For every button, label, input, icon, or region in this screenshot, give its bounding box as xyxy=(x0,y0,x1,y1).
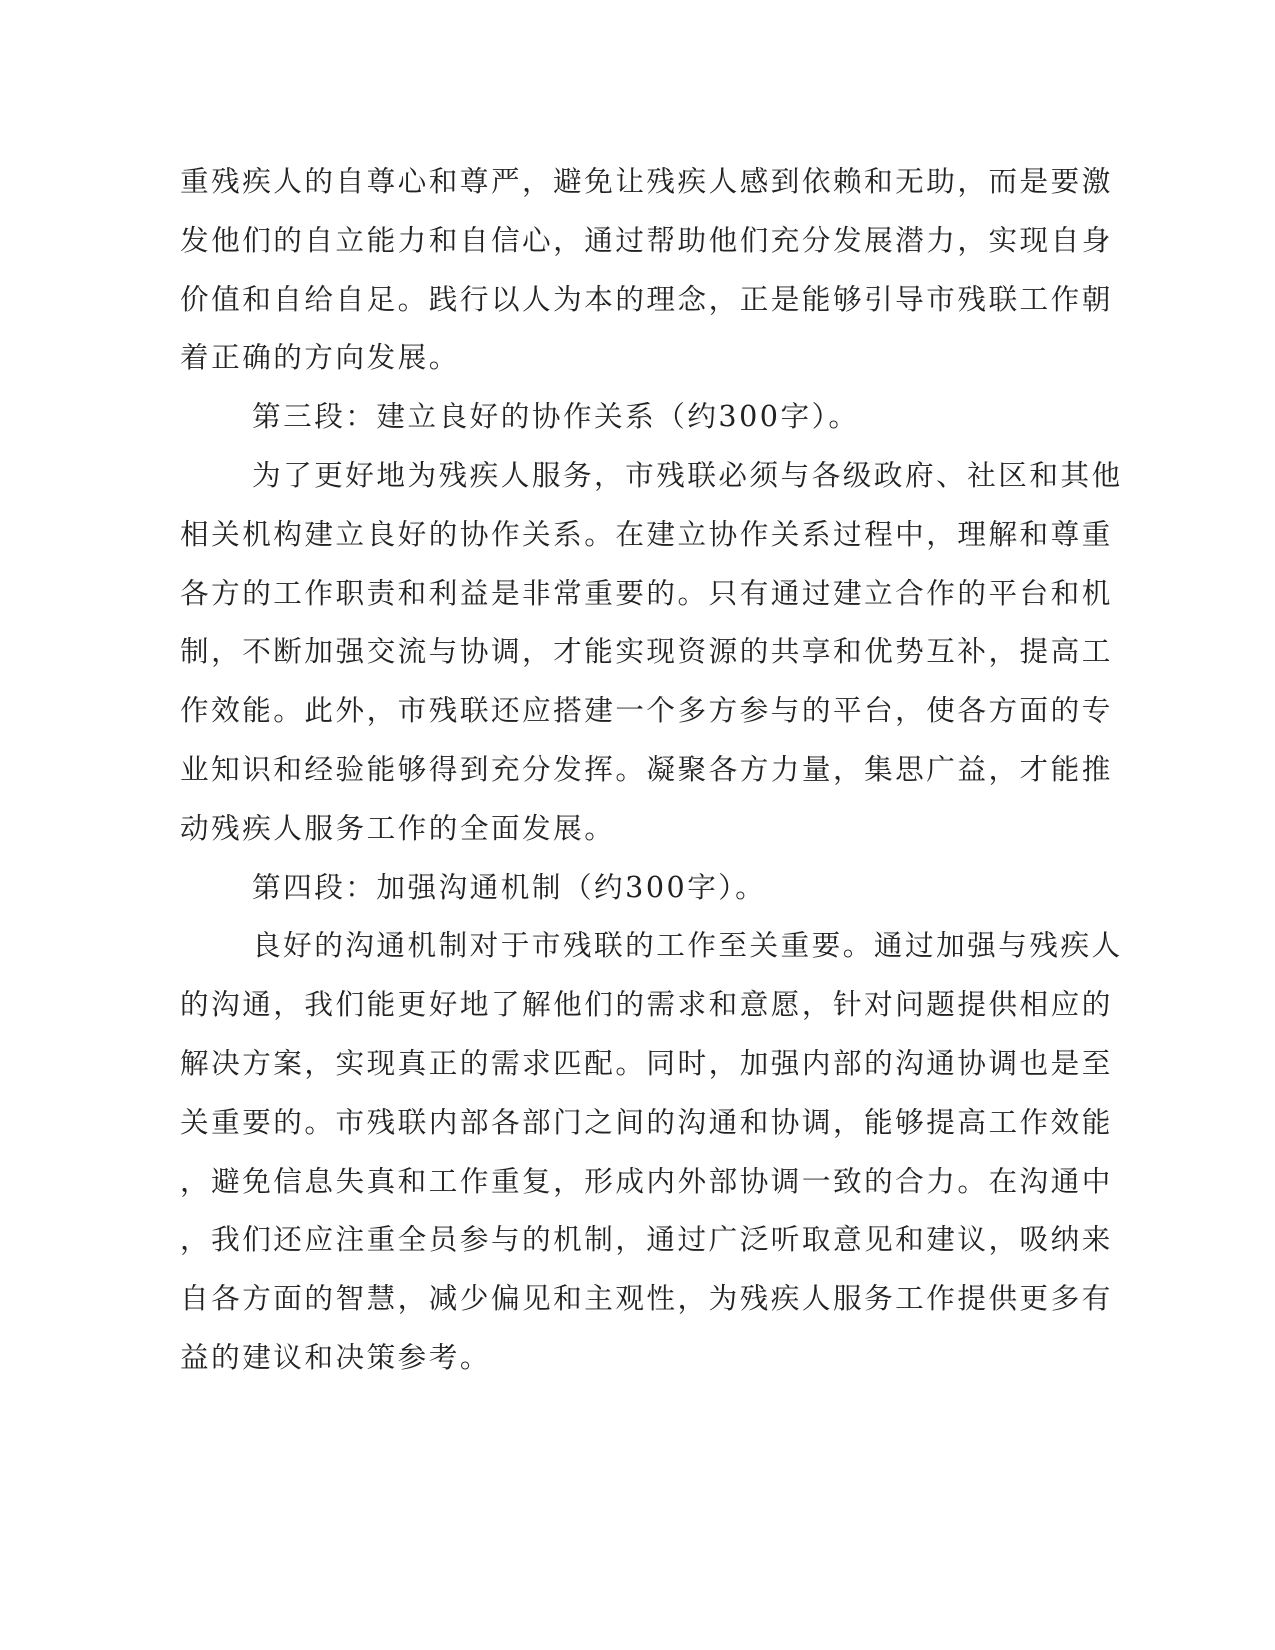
body-line: 重残疾人的自尊心和尊严，避免让残疾人感到依赖和无助，而是要激 xyxy=(180,164,1113,198)
body-line: 的沟通，我们能更好地了解他们的需求和意愿，针对问题提供相应的 xyxy=(180,987,1113,1022)
body-line: 业知识和经验能够得到充分发挥。凝聚各方力量，集思广益，才能推 xyxy=(180,751,1113,786)
body-line: 着正确的方向发展。 xyxy=(180,340,460,375)
body-line: 为了更好地为残疾人服务，市残联必须与各级政府、社区和其他 xyxy=(252,457,1123,492)
body-line: 自各方面的智慧，减少偏见和主观性，为残疾人服务工作提供更多有 xyxy=(180,1281,1113,1316)
section-heading-4: 第四段：加强沟通机制（约300字）。 xyxy=(252,869,767,904)
section-heading-3: 第三段：建立良好的协作关系（约300字）。 xyxy=(252,399,860,434)
document-body xyxy=(180,152,1123,1387)
body-line: ，我们还应注重全员参与的机制，通过广泛听取意见和建议，吸纳来 xyxy=(180,1222,1113,1257)
body-line: 益的建议和决策参考。 xyxy=(180,1339,491,1374)
body-line: 相关机构建立良好的协作关系。在建立协作关系过程中，理解和尊重 xyxy=(180,516,1113,551)
body-line: 制，不断加强交流与协调，才能实现资源的共享和优势互补，提高工 xyxy=(180,634,1113,669)
body-line: 各方的工作职责和利益是非常重要的。只有通过建立合作的平台和机 xyxy=(180,575,1113,610)
body-line: 作效能。此外，市残联还应搭建一个多方参与的平台，使各方面的专 xyxy=(180,693,1113,728)
body-line: 良好的沟通机制对于市残联的工作至关重要。通过加强与残疾人 xyxy=(252,928,1123,963)
body-line: 解决方案，实现真正的需求匹配。同时，加强内部的沟通协调也是至 xyxy=(180,1045,1113,1080)
body-line: 关重要的。市残联内部各部门之间的沟通和协调，能够提高工作效能 xyxy=(180,1104,1113,1139)
body-line: 动残疾人服务工作的全面发展。 xyxy=(180,810,616,845)
body-line: 价值和自给自足。践行以人为本的理念，正是能够引导市残联工作朝 xyxy=(180,281,1113,316)
body-line: 发他们的自立能力和自信心，通过帮助他们充分发展潜力，实现自身 xyxy=(180,222,1113,257)
body-line: ，避免信息失真和工作重复，形成内外部协调一致的合力。在沟通中 xyxy=(180,1163,1113,1198)
